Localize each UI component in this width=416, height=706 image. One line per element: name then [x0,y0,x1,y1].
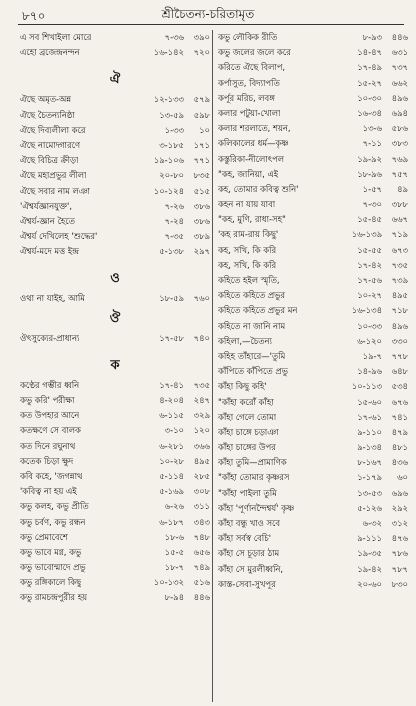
index-entry [20,484,210,499]
entry-text: "কাঁহা পাইলা তুমি [218,487,277,498]
entry-text: ঐছে অমৃত-অন্ন [20,94,72,105]
entry-page: ২৮৫ [193,470,210,481]
entry-reference: ৬-২৬ [164,501,184,512]
entry-reference: ১৮-৫৯ [159,293,184,304]
entry-text: কহিহ তাঁহারে—'তুমি [218,350,286,361]
entry-page: ৭৫৭ [391,168,408,179]
index-entry [218,334,408,349]
entry-page: ৪৭৯ [391,426,408,437]
entry-reference: ৮-৯৪ [164,592,184,603]
entry-page: ৩৪৩ [193,516,210,527]
entry-page: ৭৬৯ [391,153,408,164]
entry-reference: ১৯-৯২ [357,153,382,164]
index-entry [218,182,408,197]
entry-reference: ২০-৬০ [357,578,382,589]
entry-page: ৫৮৬ [391,123,408,134]
entry-text: কণ্ঠের গম্ভীর ধ্বনি [20,379,80,390]
entry-page: ৭৮৭ [391,563,408,574]
index-entry [218,197,408,212]
entry-reference: ১৭-৪১ [159,379,184,390]
entry-reference: ৫-১১৪ [159,470,184,481]
index-entry [20,244,210,259]
entry-reference: ১৭-৪৯ [357,62,382,73]
entry-text: কলার শরলাতে, শয়ন, [218,123,291,134]
index-entry [20,184,210,199]
entry-text: 'কবিত্ব না হয় এই [20,486,77,497]
entry-reference: ১০-১২৪ [153,185,184,196]
entry-page: ৭৭১ [193,155,210,166]
entry-text: "কহ, মুণি, রাধা-সহ" [218,214,286,225]
index-entry [218,546,408,561]
entry-page: ৭৩৫ [193,379,210,390]
entry-reference: ১২-১৩৩ [153,94,184,105]
entry-text: এহো ব্রজেন্দ্রনন্দন [20,47,80,58]
entry-reference: ৮-৯৩ [362,32,382,42]
entry-page: ৫৯৮ [193,109,210,120]
index-entry [20,439,210,454]
entry-page: ৩৯০ [193,32,210,42]
entry-text: এ সব শিখাইলা মোরে [20,32,92,42]
entry-text: কহিতে হইল স্মৃতি, [218,275,280,285]
section-gap [20,60,210,68]
entry-page: ৮৩০ [391,578,408,589]
entry-text: "কাঁহা তোমার কৃষ্ণরস [218,472,290,483]
index-entry [20,469,210,484]
entry-text: ঐশ্বর্য-জ্ঞান হৈতে [20,215,75,226]
index-entry [20,408,210,423]
entry-page: ৭৬০ [193,293,210,304]
index-entry [218,258,408,273]
index-entry [218,121,408,136]
entry-reference: ৭-২৬ [164,200,184,211]
entry-text: কাঁহা চাঙ্গের উপর [218,442,276,453]
entry-reference: ৬-১১৫ [159,410,184,421]
entry-page: ৭১৮ [391,305,408,316]
entry-reference: ৭-৩৬ [164,32,184,42]
entry-reference: ৩-১০ [164,425,184,436]
index-entry [20,153,210,168]
entry-page: ৭৪১ [391,411,408,422]
entry-reference: ১৪-৪৭ [357,47,382,58]
index-entry [20,30,210,45]
index-entry [218,379,408,394]
entry-page: ৬৯৪ [391,107,408,118]
entry-page: ৭৩৫ [391,259,408,270]
entry-reference: ২০-৮০ [159,170,184,181]
entry-text: কাস্ত-সেবা-সুখপূর [218,578,276,589]
entry-page: ২৪৭ [193,395,210,405]
entry-text: কাঁহা চাঙ্গে চড়াঞা [218,426,279,437]
index-entry [20,331,210,346]
index-entry [218,152,408,167]
entry-text: কাঁপিতে কাঁপিতে প্রভু [218,366,288,377]
entry-text: কভু করি' পরীক্ষা [20,395,75,405]
entry-page: ৪৯ [397,183,408,194]
entry-page: ৪৯৫ [193,455,210,466]
entry-page: ২৯২ [391,502,408,513]
entry-text: ঐছে চৈতন্যনিষ্ঠা [20,109,75,120]
index-entry [218,531,408,546]
index-entry [20,45,210,60]
entry-text: কহন না যায় যাবা [218,199,276,210]
entry-reference: ১৯-১০৬ [153,155,184,166]
entry-text: 'কহ রাম-রায় কিছু' [218,229,279,240]
entry-text: কাঁহা সে চূড়ার ঠাম [218,548,280,559]
index-entry [20,545,210,560]
entry-text: কভু চর্বণ, কভু রন্ধন [20,516,86,527]
entry-text: কভু লৌকিক রীতি [218,32,278,42]
column-divider [212,30,213,702]
entry-text: কাঁহা বন্ধু খাও সবে [218,518,281,528]
entry-page: ৬৪৮ [391,366,408,377]
index-entry [20,393,210,408]
index-entry [218,273,408,288]
entry-page: ৭৮৬ [391,548,408,559]
entry-page: ৩৮৯ [193,231,210,242]
entry-text: কর্পূর মরিচ, লবঙ্গ [218,92,275,103]
index-entry [20,590,210,605]
index-entry [20,291,210,306]
entry-page: ৭৪৮ [193,531,210,542]
entry-reference: ১৯-৩৫ [357,548,382,559]
entry-reference: ১৭-৫৮ [159,332,184,343]
entry-page: ৩৮৩ [391,138,408,149]
index-entry [218,440,408,455]
section-letter: ও [110,271,120,287]
entry-reference: ৯-১১০ [357,426,382,437]
header-rule [18,24,404,25]
index-entry [218,227,408,242]
section-gap [20,346,210,354]
index-entry [218,45,408,60]
entry-reference: ১৪-৯৬ [357,366,382,377]
entry-page: ৫১৬ [193,577,210,588]
entry-page: ৭৭৮ [391,350,408,361]
index-entry [218,167,408,182]
index-entry [218,303,408,318]
entry-page: ৩১১ [193,501,210,512]
index-entry [218,212,408,227]
entry-page: ৭৩৯ [391,275,408,285]
entry-text: কলার পটুয়া-খোলা [218,107,281,118]
entry-page: ৩০৮ [193,486,210,497]
entry-text: ঐছে বিচিত্র ক্রীড়া [20,155,79,166]
entry-text: ওথা না যাইহ, আমি [20,293,85,304]
index-entry [20,530,210,545]
entry-page: ৪৯৬ [391,320,408,331]
index-entry [218,410,408,425]
index-entry [20,454,210,469]
index-entry [20,499,210,514]
entry-reference: ১৭-৬১ [357,411,382,422]
index-entry [218,364,408,379]
entry-page: ৭১৯ [391,229,408,240]
entry-page: ৬৭৩ [391,244,408,255]
entry-text: কভু ভাবে মগ্ন, কভু [20,546,82,557]
entry-page: ৬৬৭ [391,214,408,225]
entry-page: ৬৯৬ [391,487,408,498]
entry-reference: ৭-১১ [362,138,382,149]
entry-text: কতেক চিড়া ক্ষুদ [20,455,74,466]
entry-reference: ৭-২৪ [164,215,184,226]
entry-reference: ৯-১১১ [357,533,382,544]
section-letter: ঔ [109,310,121,326]
entry-reference: ৬-২৮১ [159,440,184,451]
entry-text: কতক্ষণে সে বালক [20,425,81,436]
entry-reference: ১৩-৫৯ [159,109,184,120]
index-entry [218,243,408,258]
index-entry [20,560,210,575]
index-entry [20,92,210,107]
entry-reference: ৫-১৩৮ [159,246,184,257]
entry-reference: ১৯-৭ [362,350,382,361]
entry-text: কবি কহে, 'জগন্নাথ [20,470,83,481]
entry-reference: ১০-১৩২ [153,577,184,588]
entry-page: ৭৪৯ [193,562,210,573]
index-entry [20,214,210,229]
entry-reference: ১৫-৪৫ [357,214,382,225]
page-number: ৮৭০ [22,9,46,23]
index-entry [218,60,408,75]
entry-page: ৩৬৬ [193,440,210,451]
entry-page: ৪৪৬ [391,32,408,42]
entry-page: ২৯৭ [193,246,210,257]
section-letter: ক [110,357,120,373]
entry-reference: ১৮-৬ [164,531,184,542]
index-entry [218,319,408,334]
entry-text: ঐশ্বর্য দেখিলেহ 'শুদ্ধের' [20,231,98,242]
entry-reference: ৬-৩২ [362,518,382,528]
index-entry [218,395,408,410]
entry-page: ৮৩৫ [193,170,210,181]
entry-text: 'ঐশ্বর্যজ্ঞানযুক্ত', [20,200,73,211]
index-entry [20,108,210,123]
entry-reference: ১০-২৮ [159,455,184,466]
entry-page: ৪৪৬ [193,592,210,603]
entry-reference: ১৮-৭ [164,562,184,573]
index-column-right [218,30,408,592]
entry-text: কভু কলহ, কভু প্রীতি [20,501,89,512]
entry-page: ৩২৯ [193,410,210,421]
entry-page: ৭৩৭ [391,62,408,73]
index-entry [218,30,408,45]
entry-reference: ১০-৩৩ [357,320,382,331]
entry-page: ৪৯৬ [391,92,408,103]
index-entry [20,575,210,590]
index-entry [218,91,408,106]
entry-page: ৫৭৯ [193,94,210,105]
entry-text: কাঁহা সর্বস্ব বেচি' [218,533,272,544]
entry-reference: ১৬-১৩৪ [351,305,382,316]
entry-page: ৬০ [397,472,408,483]
entry-reference: ১৬-১৪২ [153,47,184,58]
entry-page: ৫৩৪ [391,381,408,392]
entry-page: ৫১৫ [193,185,210,196]
entry-reference: ৭-৩০ [362,199,382,210]
index-entry [20,515,210,530]
entry-page: ১২০ [193,425,210,436]
entry-text: কহিতে কহিতে প্রভুর মন [218,305,298,316]
index-entry [218,486,408,501]
entry-page: ৪৮১ [391,442,408,453]
entry-page: ৪৭৬ [391,533,408,544]
entry-reference: ১৬-১৩৯ [351,229,382,240]
entry-reference: ১০-১১৩ [351,381,382,392]
entry-reference: ১-৫৭ [362,183,382,194]
entry-text: "কাঁহা করোঁ কাঁহা [218,396,274,407]
index-entry [20,199,210,214]
index-column-left [20,30,210,606]
index-entry [218,288,408,303]
index-entry [218,470,408,485]
entry-page: ৬৬২ [391,77,408,88]
entry-reference: ৮-১৬৭ [357,457,382,468]
index-entry [218,501,408,516]
entry-reference: ৪-২০৪ [159,395,184,405]
entry-text: ঐছে মহাপ্রভুর লীলা [20,170,87,181]
entry-text: কভু ভাবোন্মাদে প্রভু [20,562,86,573]
entry-reference: ৭-৩৫ [164,231,184,242]
entry-text: কত উপহার আনে [20,410,80,421]
entry-text: কহ, সখি, কি করি [218,244,277,255]
index-entry [20,168,210,183]
entry-text: কাঁহা গেলে তোমা [218,411,277,422]
index-entry [218,106,408,121]
entry-page: ৩৮৮ [391,199,408,210]
entry-text: ঐছে সবার নাম লঞা [20,185,90,196]
entry-page: ৩৮৬ [193,200,210,211]
entry-text: ঔৎসুক্যের-প্রাধান্য [20,332,80,343]
index-entry [218,577,408,592]
entry-text: কলিকালের ধর্ম—কৃষ্ণ [218,138,289,149]
index-entry [20,138,210,153]
entry-reference: ১৬-৩৪ [357,107,382,118]
entry-text: কস্তুরিকা-নীলোৎপল [218,153,285,164]
entry-reference: ১৫-৫৫ [357,244,382,255]
entry-text: কহিতে কহিতে প্রভুর [218,290,286,301]
entry-text: কহ, তোমার কবিত্ব শুনি' [218,183,299,194]
entry-text: ঐছে নামোদ্গারণে [20,139,81,150]
entry-text: কাঁহা কিছু কহি' [218,381,267,392]
entry-reference: ১৫-৬০ [357,396,382,407]
entry-page: ৪৯৫ [391,290,408,301]
entry-reference: ৯-১৩৪ [357,442,382,453]
entry-text: কহিতে না জানি নাম [218,320,286,331]
entry-reference: ১৩-৬ [362,123,382,134]
index-entry [218,455,408,470]
entry-reference: ৩-১৮৫ [159,139,184,150]
entry-text: কভু জলের জলে করে [218,47,291,58]
entry-text: "কহ, জানিয়া, এই [218,168,279,179]
entry-reference: ১৩-৫৩ [357,487,382,498]
index-entry [20,423,210,438]
index-entry [218,562,408,577]
entry-text: কত দিনে রঘুনাথ [20,440,76,451]
entry-text: কাঁহা 'পূর্ণানন্দৈশ্বর্য' কৃষ্ণ [218,502,295,513]
entry-text: কহ, সখি, কি করি [218,259,277,270]
entry-reference: ৫-১২৬ [357,502,382,513]
entry-page: ৬৩১ [391,47,408,58]
entry-reference: ১৭-৪২ [357,259,382,270]
entry-page: ৩৮৬ [193,215,210,226]
index-entry [218,425,408,440]
entry-reference: ১৯-৪২ [357,563,382,574]
entry-text: ঐছে দিব্যলীলা করে [20,124,86,135]
index-entry [20,229,210,244]
entry-text: কভু রঙ্গিকালে কিছু [20,577,82,588]
index-entry [218,76,408,91]
entry-reference: ১-৩৩ [164,124,184,135]
index-entry [218,516,408,531]
entry-reference: ১০-২৭ [357,290,382,301]
entry-reference: ১৫-২৭ [357,77,382,88]
entry-text: কহিলা,—চৈতন্য [218,335,272,346]
section-gap [20,259,210,267]
entry-page: ৬৫৬ [193,546,210,557]
entry-reference: ১৫-৫ [164,546,184,557]
entry-page: ১০ [199,124,210,135]
entry-page: ৪৩৬ [391,457,408,468]
entry-text: করিতে ঐছে বিলাপ, [218,62,286,73]
entry-page: ৩১২ [391,518,408,528]
entry-text: কাঁহা তুমি—প্রামাণিক [218,457,287,468]
entry-reference: ৫-১৬৯ [159,486,184,497]
entry-text: কভু প্রেমাবেশে [20,531,68,542]
entry-text: কভু রামচন্দ্রপুরীর হয় [20,592,88,603]
entry-page: ৬৭৬ [391,396,408,407]
index-entry [218,349,408,364]
entry-text: কর্পাসুত, বিদ্যাপতি [218,77,280,88]
entry-text: কাঁহা সে মুরলীধ্বনি, [218,563,284,574]
entry-reference: ১৭-৫৬ [357,275,382,285]
index-entry [20,378,210,393]
index-entry [218,136,408,151]
entry-reference: ১৮-৯৬ [357,168,382,179]
entry-reference: ১০-৩০ [357,92,382,103]
entry-reference: ১-১৭৯ [357,472,382,483]
entry-page: ৭৪০ [193,332,210,343]
index-entry [20,123,210,138]
entry-reference: ৬-১৮৭ [159,516,184,527]
entry-text: ঐশ্বর্য-মদে মত্ত ইন্দ্র [20,246,79,257]
running-title: শ্রীচৈতন্য-চরিতামৃত [161,7,255,21]
entry-page: ৭২০ [193,47,210,58]
entry-page: ১৭১ [193,139,210,150]
entry-reference: ৬-১২০ [357,335,382,346]
page-header [0,0,416,28]
section-letter: ঐ [109,72,121,88]
entry-page: ৩৩০ [391,335,408,346]
